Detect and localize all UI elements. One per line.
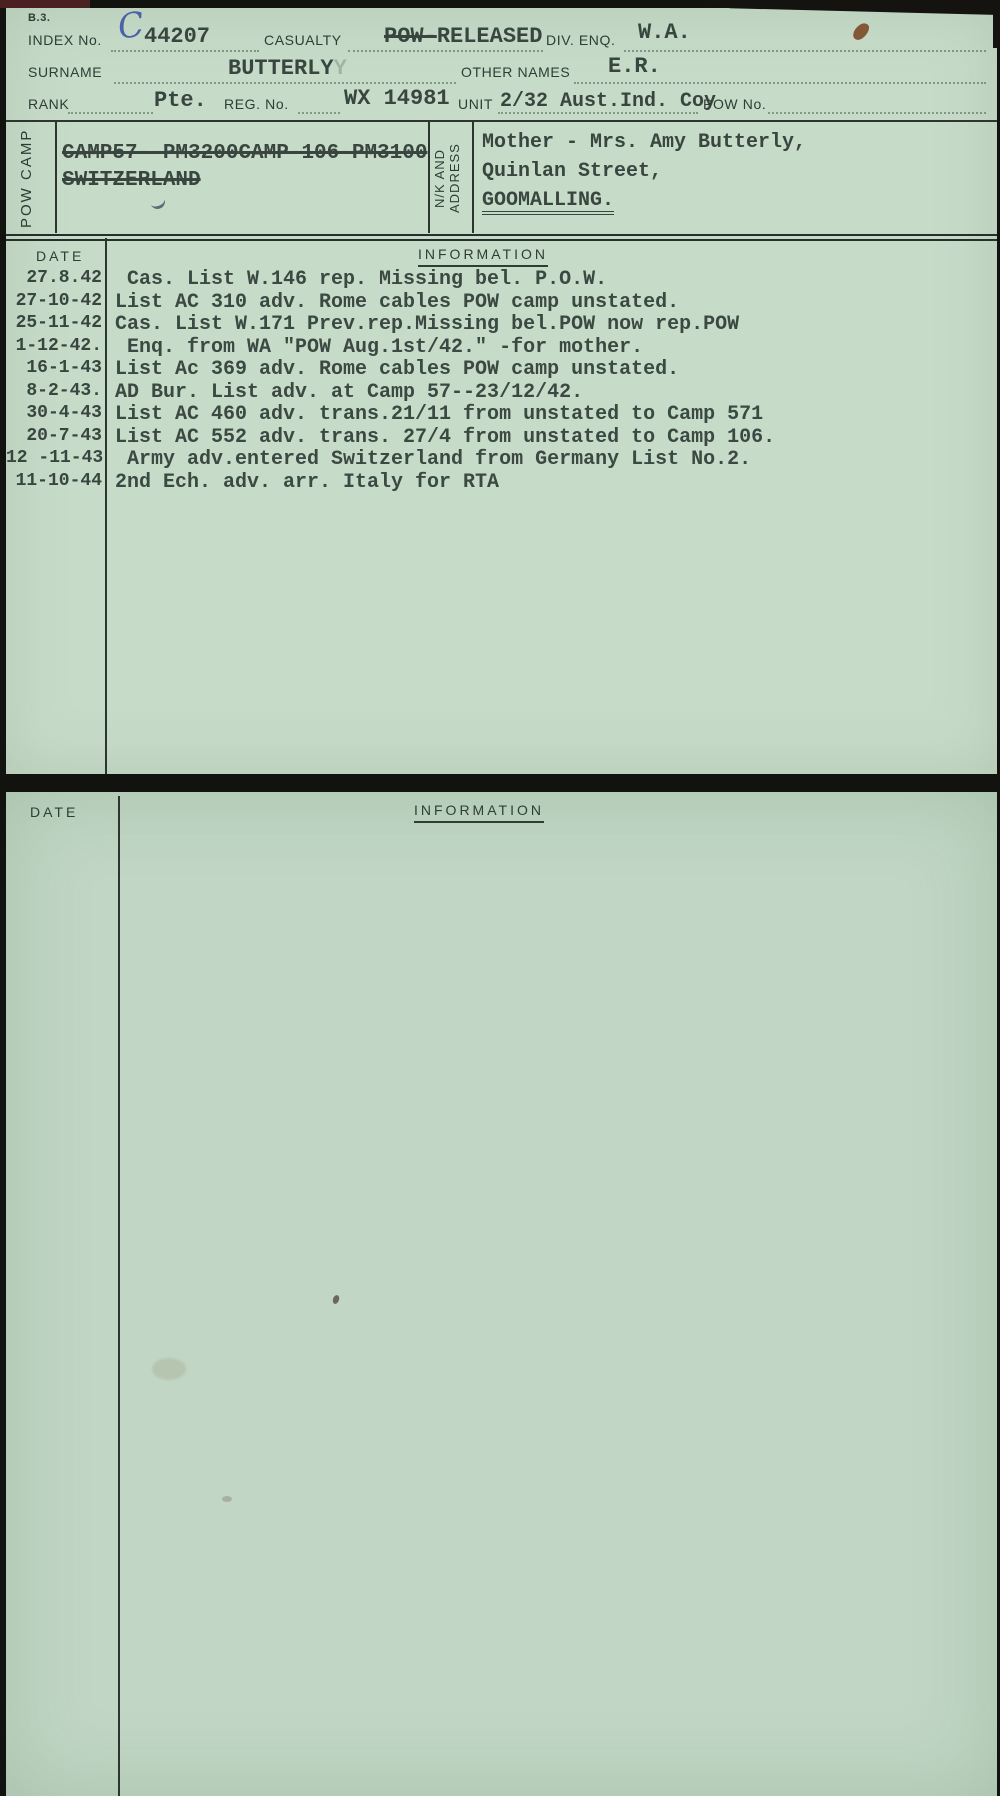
reg-no-value: WX 14981 bbox=[344, 86, 450, 111]
casualty-value bbox=[384, 24, 542, 49]
table-top-rule bbox=[6, 234, 997, 241]
row-info: Army adv.entered Switzerland from Germany List No.2. bbox=[115, 448, 752, 471]
section-divider-line bbox=[6, 120, 997, 122]
scan-edge-artifact bbox=[993, 0, 1000, 48]
pen-mark bbox=[148, 192, 168, 212]
nk-address-line3: GOOMALLING. bbox=[482, 191, 614, 215]
rank-value: Pte. bbox=[154, 88, 207, 113]
pow-no-label: POW No. bbox=[703, 96, 767, 112]
form-code-label: B.3. bbox=[28, 12, 51, 24]
dotted-leader bbox=[298, 112, 340, 114]
dotted-leader bbox=[114, 82, 456, 84]
dotted-leader bbox=[768, 112, 986, 114]
nk-address-side-label bbox=[432, 126, 462, 230]
information-column-header: INFORMATION bbox=[418, 246, 548, 267]
pow-camp-side-label bbox=[18, 126, 35, 230]
information-column-header: INFORMATION bbox=[414, 802, 544, 823]
handwritten-check-mark: C bbox=[115, 4, 147, 48]
dotted-leader bbox=[624, 50, 986, 52]
dotted-leader bbox=[574, 82, 986, 84]
nk-label-line2: ADDRESS bbox=[447, 143, 462, 213]
row-date: 30-4-43 bbox=[26, 403, 102, 423]
stain bbox=[152, 1358, 186, 1380]
table-row bbox=[6, 448, 997, 470]
row-info: List AC 310 adv. Rome cables POW camp unstated. bbox=[115, 291, 680, 314]
row-date: 27.8.42 bbox=[26, 268, 102, 288]
rank-label: RANK bbox=[28, 96, 70, 112]
nk-label-line1: N/K AND bbox=[432, 148, 447, 208]
index-no-label: INDEX No. bbox=[28, 32, 102, 48]
casualty-label: CASUALTY bbox=[264, 32, 342, 48]
row-date: 1-12-42. bbox=[15, 336, 102, 356]
row-info: List AC 552 adv. trans. 27/4 from unstated to Camp 106. bbox=[115, 426, 776, 449]
table-row bbox=[6, 336, 997, 358]
table-row bbox=[6, 426, 997, 448]
other-names-value: E.R. bbox=[608, 54, 661, 79]
row-info: AD Bur. List adv. at Camp 57--23/12/42. bbox=[115, 381, 584, 404]
table-row bbox=[6, 471, 997, 493]
row-date: 25-11-42 bbox=[15, 313, 102, 333]
nk-box-divider-left bbox=[428, 120, 430, 233]
table-row bbox=[6, 268, 997, 290]
row-date: 27-10-42 bbox=[15, 291, 102, 311]
pow-record-card-back bbox=[6, 792, 997, 1796]
reg-no-label: REG. No. bbox=[224, 96, 289, 112]
row-info: Cas. List W.171 Prev.rep.Missing bel.POW now rep.POW bbox=[115, 313, 740, 336]
date-column-header: DATE bbox=[36, 248, 85, 264]
other-names-label: OTHER NAMES bbox=[461, 64, 571, 80]
row-date: 16-1-43 bbox=[26, 358, 102, 378]
row-info: Cas. List W.146 rep. Missing bel. P.O.W. bbox=[115, 268, 608, 291]
stain bbox=[851, 20, 872, 42]
surname-text: BUTTERLY bbox=[228, 56, 334, 81]
pow-camp-entry-3: SWITZERLAND bbox=[62, 169, 201, 192]
scan-edge-artifact bbox=[0, 0, 90, 8]
index-no-value: 44207 bbox=[144, 24, 211, 49]
dotted-leader bbox=[348, 50, 543, 52]
div-enq-label: DIV. ENQ. bbox=[546, 32, 616, 48]
pow-camp-side-label-text: POW CAMP bbox=[18, 128, 35, 228]
surname-ghost-overstrike: Y bbox=[333, 56, 347, 81]
row-date: 11-10-44 bbox=[15, 471, 102, 491]
surname-label: SURNAME bbox=[28, 64, 103, 80]
table-row bbox=[6, 381, 997, 403]
unit-label: UNIT bbox=[458, 96, 494, 112]
nk-address-block bbox=[482, 128, 806, 215]
pow-camp-entries bbox=[62, 140, 427, 194]
pow-camp-entry-1: CAMP57- PM3200 bbox=[62, 142, 239, 165]
row-date: 8-2-43. bbox=[26, 381, 102, 401]
pow-camp-entry-2: CAMP-106-PM3100 bbox=[238, 142, 428, 165]
row-info: List AC 460 adv. trans.21/11 from unstated to Camp 571 bbox=[115, 403, 764, 426]
casualty-struck-text: POW- bbox=[384, 24, 437, 49]
surname-value bbox=[228, 56, 347, 81]
nk-address-line1: Mother - Mrs. Amy Butterly, bbox=[482, 131, 807, 154]
nk-address-line2: Quinlan Street, bbox=[482, 160, 663, 183]
div-enq-value: W.A. bbox=[638, 20, 691, 45]
nk-box-divider-right bbox=[472, 120, 474, 233]
stain bbox=[332, 1294, 341, 1305]
pow-camp-box-divider bbox=[55, 120, 57, 233]
date-column-divider bbox=[118, 796, 120, 1796]
row-info: Enq. from WA "POW Aug.1st/42." -for mother. bbox=[115, 336, 644, 359]
dotted-leader bbox=[111, 50, 259, 52]
row-info: 2nd Ech. adv. arr. Italy for RTA bbox=[115, 471, 500, 494]
dotted-leader bbox=[68, 112, 153, 114]
unit-value: 2/32 Aust.Ind. Coy bbox=[500, 90, 717, 113]
row-info: List Ac 369 adv. Rome cables POW camp unstated. bbox=[115, 358, 680, 381]
row-date: 12 -11-43 bbox=[6, 448, 104, 468]
row-date: 20-7-43 bbox=[26, 426, 102, 446]
table-row bbox=[6, 313, 997, 335]
table-row bbox=[6, 358, 997, 380]
casualty-released-text: RELEASED bbox=[436, 24, 543, 49]
stain bbox=[222, 1496, 232, 1502]
pow-record-card-front bbox=[6, 4, 997, 774]
date-column-header: DATE bbox=[30, 804, 79, 820]
table-row bbox=[6, 403, 997, 425]
table-row bbox=[6, 291, 997, 313]
